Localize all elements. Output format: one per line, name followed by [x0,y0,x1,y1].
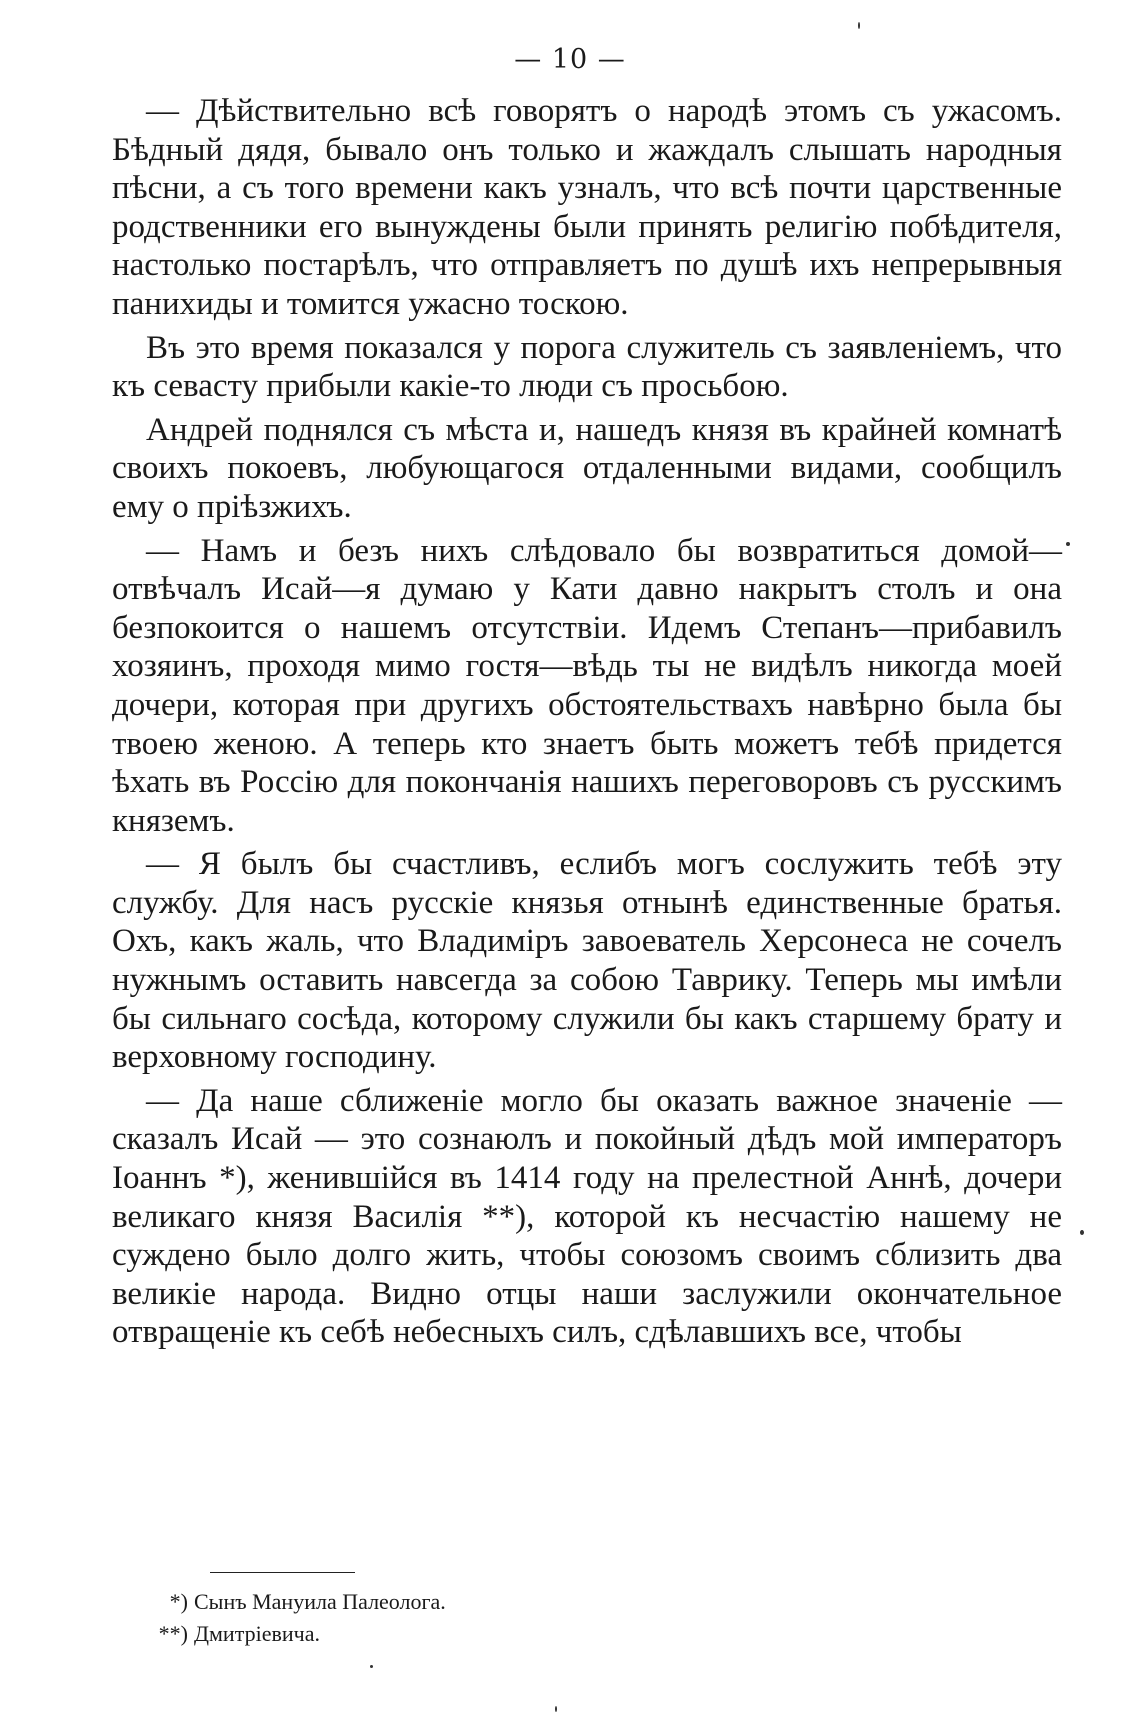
paragraph-3: Андрей поднялся съ мѣста и, нашедъ князя въ крайней комнатѣ своихъ покоевъ, любующагося отдаленными видами, сообщилъ ему о пріѣзжихъ. [112,411,1062,525]
scan-speck [1066,542,1070,546]
footnotes [150,1586,950,1650]
footnote-1 [150,1586,950,1618]
footnote-2 [150,1618,950,1650]
paragraph-2: Въ это время показался у порога служитель съ заявленіемъ, что къ севасту прибыли какіе-то люди съ просьбою. [112,329,1062,405]
scan-speck [1080,1230,1084,1235]
paragraph-4: — Намъ и безъ нихъ слѣдовало бы возвратиться домой—отвѣчалъ Исай—я думаю у Кати давно накрытъ столъ и она безпокоится о нашемъ отсутствіи. Идемъ Степанъ—прибавилъ хозяинъ, проходя мимо гостя—вѣдь ты не видѣлъ никогда моей дочери, которая при другихъ обстоятельствахъ навѣрно была бы твоею женою. А теперь кто знаетъ быть можетъ тебѣ придется ѣхать въ Россію для покончанія нашихъ переговоровъ съ русскимъ княземъ. [112,532,1062,839]
footnote-1-text: Сынъ Мануила Палеолога. [194,1589,446,1614]
footnote-2-text: Дмитріевича. [194,1621,320,1646]
scan-speck [858,22,860,29]
paragraph-1: — Дѣйствительно всѣ говорятъ о народѣ этомъ съ ужасомъ. Бѣдный дядя, бывало онъ только и жаждалъ слышать народныя пѣсни, а съ того времени какъ узналъ, что всѣ почти царственные родственники его вынуждены были принять религію побѣдителя, настолько постарѣлъ, что отправляетъ по душѣ ихъ непрерывныя панихиды и томится ужасно тоскою. [112,93,1062,322]
footnote-divider [210,1572,355,1573]
footnote-2-mark: **) [158,1621,188,1646]
footnote-1-mark: *) [169,1589,188,1614]
paragraph-5: — Я былъ бы счастливъ, еслибъ могъ сослужить тебѣ эту службу. Для насъ русскіе князья отнынѣ единственные братья. Охъ, какъ жаль, что Владиміръ завоеватель Херсонеса не сочелъ нужнымъ оставить навсегда за собою Таврику. Теперь мы имѣли бы сильнаго сосѣда, которому служили бы какъ старшему брату и верховному господину. [112,846,1062,1076]
body-text [112,92,1062,1357]
scan-speck [555,1706,557,1712]
paragraph-6: — Да наше сближеніе могло бы оказать важное значеніе — сказалъ Исай — это сознаюлъ и покойный дѣдъ мой императоръ Іоаннъ *), женившійся въ 1414 году на прелестной Аннѣ, дочери великаго князя Василія **), которой къ несчастію нашему не суждено было долго жить, чтобы союзомъ своимъ сблизить два великіе народа. Видно отцы наши заслужили окончательное отвращеніе къ себѣ небесныхъ силъ, сдѣлавшихъ все, чтобы [112,1082,1062,1351]
page-number: — 10 — [514,44,626,75]
scan-speck [370,1665,373,1668]
